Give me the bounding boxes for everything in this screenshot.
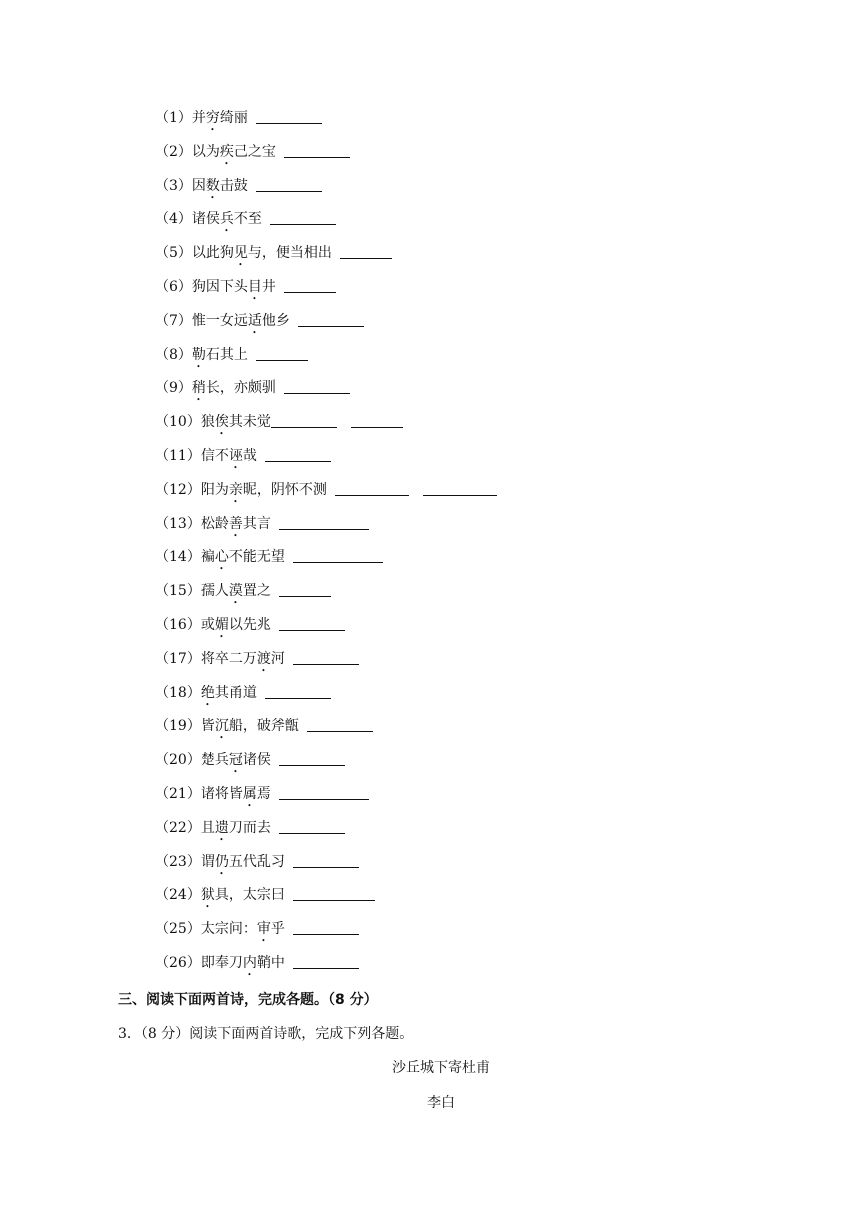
emphasized-character: 数 — [205, 177, 220, 194]
emphasized-character: 仍 — [214, 853, 229, 870]
phrase-suffix: 焉 — [256, 785, 271, 802]
emphasized-character: 适 — [247, 312, 262, 329]
poem-author: 李白 — [427, 1095, 455, 1111]
question-prompt: 3．（8 分）阅读下面两首诗歌，完成下列各题。 — [118, 1026, 414, 1042]
phrase-prefix: 太宗问： — [200, 921, 257, 938]
answer-blank[interactable] — [279, 615, 345, 631]
item-phrase — [192, 209, 262, 235]
exercise-item — [155, 885, 795, 919]
answer-blank[interactable] — [293, 885, 375, 901]
exercise-item — [155, 818, 795, 852]
phrase-prefix: 孺人 — [200, 583, 229, 600]
item-phrase — [201, 446, 257, 472]
phrase-suffix: 五代乱习 — [228, 853, 285, 870]
answer-blank[interactable] — [256, 345, 308, 361]
emphasized-character: 遗 — [214, 819, 229, 836]
phrase-suffix: 船，破斧甑 — [228, 718, 299, 735]
exercise-item — [155, 209, 795, 243]
exercise-item — [155, 919, 795, 953]
phrase-suffix: 河 — [270, 650, 285, 667]
answer-blank[interactable] — [293, 953, 359, 969]
emphasized-character: 诬 — [228, 447, 243, 464]
phrase-prefix: 因 — [191, 177, 206, 194]
phrase-prefix: 信不 — [200, 447, 229, 464]
phrase-suffix: 己之宝 — [233, 143, 276, 160]
item-phrase — [201, 919, 285, 945]
exercise-item — [155, 852, 795, 886]
exercise-item — [155, 784, 795, 818]
phrase-suffix: 其言 — [242, 515, 271, 532]
phrase-prefix: 松龄 — [200, 515, 229, 532]
item-number: （3） — [155, 177, 192, 194]
exercise-item — [155, 378, 795, 412]
phrase-suffix: 具，太宗曰 — [214, 887, 285, 904]
phrase-prefix: 褊 — [200, 549, 215, 566]
phrase-suffix: 哉 — [242, 447, 257, 464]
item-phrase — [201, 649, 285, 675]
item-phrase — [192, 142, 276, 168]
item-number: （22） — [155, 819, 201, 836]
answer-blank[interactable] — [284, 277, 336, 293]
item-number: （17） — [155, 650, 201, 667]
item-number: （6） — [155, 278, 192, 295]
emphasized-character: 绝 — [200, 684, 215, 701]
exercise-item — [155, 480, 795, 514]
item-number: （1） — [155, 110, 192, 126]
exercise-item — [155, 750, 795, 784]
item-number: （7） — [155, 312, 192, 329]
item-number: （24） — [155, 887, 201, 904]
phrase-prefix: 谓 — [200, 853, 215, 870]
answer-blank[interactable] — [271, 412, 337, 428]
phrase-prefix: 诸将皆 — [200, 785, 243, 802]
item-number: （14） — [155, 549, 201, 566]
item-phrase — [201, 514, 271, 540]
answer-blank[interactable] — [256, 108, 322, 124]
answer-blank[interactable] — [307, 716, 373, 732]
phrase-suffix: 刀而去 — [228, 819, 271, 836]
exercise-item — [155, 243, 795, 277]
item-number: （21） — [155, 785, 201, 802]
answer-blank[interactable] — [284, 142, 350, 158]
exercise-item — [155, 716, 795, 750]
item-number: （8） — [155, 346, 192, 363]
answer-blank[interactable] — [279, 581, 331, 597]
item-number: （26） — [155, 954, 201, 971]
exercise-item — [155, 649, 795, 683]
item-phrase — [201, 615, 271, 641]
emphasized-character: 狱 — [200, 887, 215, 904]
exercise-item — [155, 547, 795, 581]
answer-blank[interactable] — [256, 176, 322, 192]
item-number: （10） — [155, 414, 201, 431]
item-phrase — [201, 852, 285, 878]
item-phrase — [201, 784, 271, 810]
item-phrase — [192, 176, 248, 202]
item-number: （12） — [155, 481, 201, 498]
emphasized-character: 稍 — [191, 380, 206, 397]
exercise-item — [155, 311, 795, 345]
phrase-suffix: 诸侯 — [242, 752, 271, 769]
exercise-item — [155, 142, 795, 176]
emphasized-character: 媚 — [214, 616, 229, 633]
emphasized-character: 兵 — [219, 211, 234, 228]
phrase-prefix: 惟一女远 — [191, 312, 248, 329]
exercise-item — [155, 412, 795, 446]
item-number: （19） — [155, 718, 201, 735]
answer-blank[interactable] — [293, 649, 359, 665]
exercise-list — [155, 108, 795, 987]
phrase-suffix: 昵，阴怀不测 — [242, 481, 327, 498]
phrase-prefix: 诸侯 — [191, 211, 220, 228]
emphasized-character: 俟 — [214, 414, 229, 431]
emphasized-character: 见 — [233, 245, 248, 262]
phrase-suffix: 鞘中 — [256, 954, 285, 971]
exercise-item — [155, 683, 795, 717]
answer-blank[interactable] — [265, 446, 331, 462]
item-phrase — [201, 547, 285, 573]
exercise-item — [155, 446, 795, 480]
item-number: （25） — [155, 921, 201, 938]
emphasized-character: 目 — [247, 278, 262, 295]
phrase-prefix: 将卒二万 — [200, 650, 257, 667]
exercise-item — [155, 108, 795, 142]
item-number: （16） — [155, 616, 201, 633]
item-number: （23） — [155, 853, 201, 870]
item-number: （18） — [155, 684, 201, 701]
answer-blank[interactable] — [284, 378, 350, 394]
item-number: （13） — [155, 515, 201, 532]
phrase-prefix: 狗因下头 — [191, 278, 248, 295]
emphasized-character: 沉 — [214, 718, 229, 735]
item-phrase — [201, 953, 285, 979]
item-number: （4） — [155, 211, 192, 228]
phrase-suffix: 他乡 — [261, 312, 290, 329]
phrase-prefix: 并 — [191, 110, 206, 126]
phrase-suffix: 井 — [261, 278, 276, 295]
emphasized-character: 疾 — [219, 143, 234, 160]
item-phrase — [201, 480, 327, 506]
answer-blank[interactable] — [279, 784, 369, 800]
item-phrase — [201, 750, 271, 776]
phrase-suffix: 以先兆 — [228, 616, 271, 633]
exercise-item — [155, 345, 795, 379]
phrase-suffix: 其甬道 — [214, 684, 257, 701]
phrase-suffix: 击鼓 — [219, 177, 248, 194]
item-phrase — [201, 412, 271, 438]
phrase-suffix: 石其上 — [205, 346, 248, 363]
phrase-suffix: 其未觉 — [228, 414, 271, 431]
item-number: （11） — [155, 447, 201, 464]
phrase-suffix: 不至 — [233, 211, 262, 228]
emphasized-character: 审 — [256, 921, 271, 938]
answer-blank[interactable] — [298, 311, 364, 327]
emphasized-character: 亲 — [228, 481, 243, 498]
emphasized-character: 心 — [214, 549, 229, 566]
exercise-item — [155, 277, 795, 311]
item-phrase — [201, 683, 257, 709]
phrase-suffix: 长，亦颇驯 — [205, 380, 276, 397]
exercise-item — [155, 514, 795, 548]
item-number: （5） — [155, 245, 192, 262]
exercise-item — [155, 953, 795, 987]
answer-blank[interactable] — [293, 919, 359, 935]
phrase-suffix: 不能无望 — [228, 549, 285, 566]
phrase-prefix: 且 — [200, 819, 215, 836]
exercise-item — [155, 615, 795, 649]
item-phrase — [201, 818, 271, 844]
answer-blank[interactable] — [270, 209, 336, 225]
emphasized-character: 冠 — [228, 752, 243, 769]
answer-blank[interactable] — [340, 243, 392, 259]
exercise-item — [155, 176, 795, 210]
item-phrase — [192, 311, 290, 337]
item-phrase — [192, 108, 248, 134]
answer-blank[interactable] — [423, 480, 497, 496]
item-phrase — [192, 378, 276, 404]
emphasized-character: 善 — [228, 515, 243, 532]
item-number: （20） — [155, 752, 201, 769]
item-number: （9） — [155, 380, 192, 397]
answer-blank[interactable] — [351, 412, 403, 428]
emphasized-character: 穷 — [205, 110, 220, 126]
emphasized-character: 勒 — [191, 346, 206, 363]
item-phrase — [192, 243, 332, 269]
phrase-prefix: 楚兵 — [200, 752, 229, 769]
phrase-prefix: 以此狗 — [191, 245, 234, 262]
phrase-prefix: 或 — [200, 616, 215, 633]
answer-blank[interactable] — [335, 480, 409, 496]
answer-blank[interactable] — [265, 683, 331, 699]
exercise-item — [155, 581, 795, 615]
emphasized-character: 属 — [242, 785, 257, 802]
section-heading: 三、阅读下面两首诗，完成各题。（8 分） — [118, 992, 378, 1008]
answer-blank[interactable] — [279, 514, 369, 530]
answer-blank[interactable] — [293, 852, 359, 868]
emphasized-character: 渡 — [256, 650, 271, 667]
phrase-prefix: 即奉刀 — [200, 954, 243, 971]
item-number: （15） — [155, 583, 201, 600]
phrase-prefix: 皆 — [200, 718, 215, 735]
item-phrase — [201, 885, 285, 911]
phrase-prefix: 阳为 — [200, 481, 229, 498]
answer-blank[interactable] — [279, 818, 345, 834]
item-phrase — [192, 277, 276, 303]
answer-blank[interactable] — [293, 547, 383, 563]
item-number: （2） — [155, 143, 192, 160]
phrase-suffix: 置之 — [242, 583, 271, 600]
phrase-suffix: 绮丽 — [219, 110, 248, 126]
phrase-prefix: 狼 — [200, 414, 215, 431]
item-phrase — [201, 716, 299, 742]
phrase-suffix: 与，便当相出 — [247, 245, 332, 262]
poem-title: 沙丘城下寄杜甫 — [392, 1060, 490, 1076]
item-phrase — [192, 345, 248, 371]
answer-blank[interactable] — [279, 750, 345, 766]
emphasized-character: 漠 — [228, 583, 243, 600]
emphasized-character: 内 — [242, 954, 257, 971]
phrase-suffix: 乎 — [270, 921, 285, 938]
item-phrase — [201, 581, 271, 607]
phrase-prefix: 以为 — [191, 143, 220, 160]
